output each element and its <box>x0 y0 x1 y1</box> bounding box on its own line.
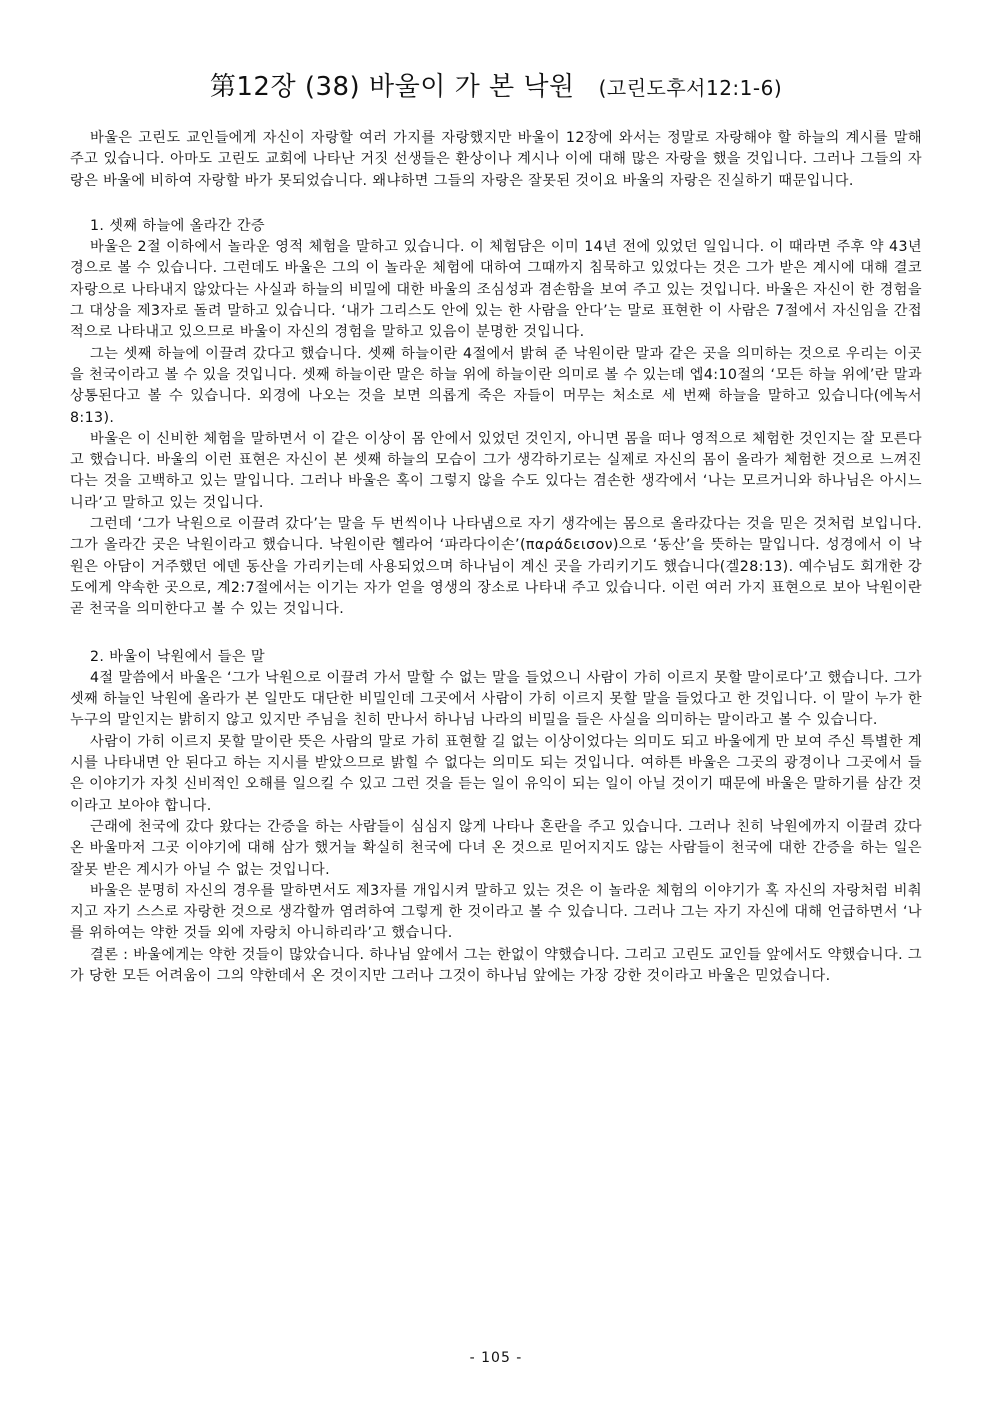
page-number: - 105 - <box>469 1350 523 1366</box>
section-2-heading: 2. 바울이 낙원에서 들은 말 <box>90 648 266 665</box>
chapter-title: 第12장 (38) 바울이 가 본 낙원 <box>209 72 575 102</box>
section-1-paragraph: 바울은 2절 이하에서 놀라운 영적 체험을 말하고 있습니다. 이 체험담은 이미 14년 전에 있었던 일입니다. 이 때라면 주후 약 43년경으로 볼 수 있습니다. 그런데도 바울은 그의 이 놀라운 체험에 대하여 그때까지 침묵하고 있었다는 것은 그가 받은 계시에 대해 결코 자랑으로 나타내지 않았다는 사실과 하늘의 비밀에 대한 바울의 조심성과 겸손함을 보여 주고 있는 것입니다. 바울은 자신이 한 경험을 그 대상을 제3자로 돌려 말하고 있습니다. ‘내가 그리스도 안에 있는 한 사람을 안다’는 말로 표현한 이 사람은 7절에서 자신임을 간접적으로 나타내고 있으므로 바울이 자신의 경험을 말하고 있음이 분명한 것입니다. <box>70 239 922 341</box>
section-1-paragraph: 바울은 이 신비한 체험을 말하면서 이 같은 이상이 몸 안에서 있었던 것인지, 아니면 몸을 떠나 영적으로 체험한 것인지는 잘 모른다고 했습니다. 바울의 이런 표현은 자신이 본 셋째 하늘의 모습이 그가 생각하기로는 실제로 자신의 몸이 올라가 체험한 것으로 느껴진다는 것을 고백하고 있는 말입니다. 그러나 바울은 혹이 그렇지 않을 수도 있다는 겸손한 생각에서 ‘나는 모르거니와 하나님은 아시느니라’고 말하고 있는 것입니다. <box>70 430 922 511</box>
section-2-paragraph: 사람이 가히 이르지 못할 말이란 뜻은 사람의 말로 가히 표현할 길 없는 이상이었다는 의미도 되고 바울에게 만 보여 주신 특별한 계시를 나타내면 안 된다고 하는 지시를 받았으므로 밝힐 수 없다는 의미도 되는 것입니다. 여하튼 바울은 그곳의 광경이나 그곳에서 들은 이야기가 자칫 신비적인 오해를 일으킬 수 있고 그런 것을 듣는 일이 유익이 되는 일이 아닐 것이기 때문에 바울은 말하기를 삼간 것이라고 보아야 합니다. <box>70 733 922 814</box>
page-title <box>0 66 992 103</box>
section-2-paragraph: 근래에 천국에 갔다 왔다는 간증을 하는 사람들이 심심지 않게 나타나 혼란을 주고 있습니다. 그러나 친히 낙원에까지 이끌려 갔다 온 바울마저 그곳 이야기에 대해 삼가 했거늘 확실히 천국에 다녀 온 것으로 믿어지지도 않는 사람들이 천국에 대한 간증을 하는 일은 잘못 받은 계시가 아닐 수 없는 것입니다. <box>70 818 922 878</box>
section-1-heading: 1. 셋째 하늘에 올라간 간증 <box>90 217 266 234</box>
section-1-paragraph: 그런데 ‘그가 낙원으로 이끌려 갔다’는 말을 두 번씩이나 나타냄으로 자기 생각에는 몸으로 올라갔다는 것을 믿은 것처럼 보입니다. 그가 올라간 곳은 낙원이라고 했습니다. 낙원이란 헬라어 ‘파라다이손’(παράδεισον)으로 ‘동산’을 뜻하는 말입니다. 성경에서 이 낙원은 아담이 거주했던 에덴 동산을 가리키는데 사용되었으며 하나님이 계신 곳을 가리키기도 했습니다(겔28:13). 예수님도 회개한 강도에게 약속한 곳으로, 계2:7절에서는 이기는 자가 얻을 영생의 장소로 나타내 주고 있습니다. 이런 여러 가지 표현으로 보아 낙원이란 곧 천국을 의미한다고 볼 수 있는 것입니다. <box>70 516 922 618</box>
section-2-paragraph: 4절 말씀에서 바울은 ‘그가 낙원으로 이끌려 가서 말할 수 없는 말을 들었으니 사람이 가히 이르지 못할 말이로다’고 했습니다. 그가 셋째 하늘인 낙원에 올라가 본 일만도 대단한 비밀인데 그곳에서 사람이 가히 이르지 못할 말을 들었다고 한 것입니다. 이 말이 누가 한 누구의 말인지는 밝히지 않고 있지만 주님을 친히 만나서 하나님 나라의 비밀을 들은 사실을 의미하는 말이라고 볼 수 있습니다. <box>70 669 922 729</box>
section-1-paragraph: 그는 셋째 하늘에 이끌려 갔다고 했습니다. 셋째 하늘이란 4절에서 밝혀 준 낙원이란 말과 같은 곳을 의미하는 것으로 우리는 이곳을 천국이라고 볼 수 있을 것입니다. 셋째 하늘이란 말은 하늘 위에 하늘이란 의미로 볼 수 있는데 엡4:10절의 ‘모든 하늘 위에’란 말과 상통된다고 볼 수 있습니다. 외경에 나오는 것을 보면 의롭게 죽은 자들이 머무는 처소로 세 번째 하늘을 말하고 있습니다(에녹서 8:13). <box>70 345 922 426</box>
scripture-reference: (고린도후서12:1-6) <box>598 76 783 100</box>
document-body <box>70 128 922 987</box>
intro-paragraph: 바울은 고린도 교인들에게 자신이 자랑할 여러 가지를 자랑했지만 바울이 12장에 와서는 정말로 자랑해야 할 하늘의 계시를 말해 주고 있습니다. 아마도 고린도 교회에 나타난 거짓 선생들은 환상이나 계시나 이에 대해 많은 자랑을 했을 것입니다. 그러나 그들의 자랑은 바울에 비하여 자랑할 바가 못되었습니다. 왜냐하면 그들의 자랑은 잘못된 것이요 바울의 자랑은 진실하기 때문입니다. <box>70 130 922 189</box>
section-2-paragraph: 바울은 분명히 자신의 경우를 말하면서도 제3자를 개입시켜 말하고 있는 것은 이 놀라운 체험의 이야기가 혹 자신의 자랑처럼 비춰지고 자기 스스로 자랑한 것으로 생각할까 염려하여 그렇게 한 것이라고 볼 수 있습니다. 그러나 그는 자기 자신에 대해 언급하면서 ‘나를 위하여는 약한 것들 외에 자랑치 아니하리라’고 했습니다. <box>70 882 922 942</box>
conclusion-paragraph: 결론 : 바울에게는 약한 것들이 많았습니다. 하나님 앞에서 그는 한없이 약했습니다. 그리고 고린도 교인들 앞에서도 약했습니다. 그가 당한 모든 어려움이 그의 약한데서 온 것이지만 그러나 그것이 하나님 앞에는 가장 강한 것이라고 바울은 믿었습니다. <box>70 946 922 984</box>
